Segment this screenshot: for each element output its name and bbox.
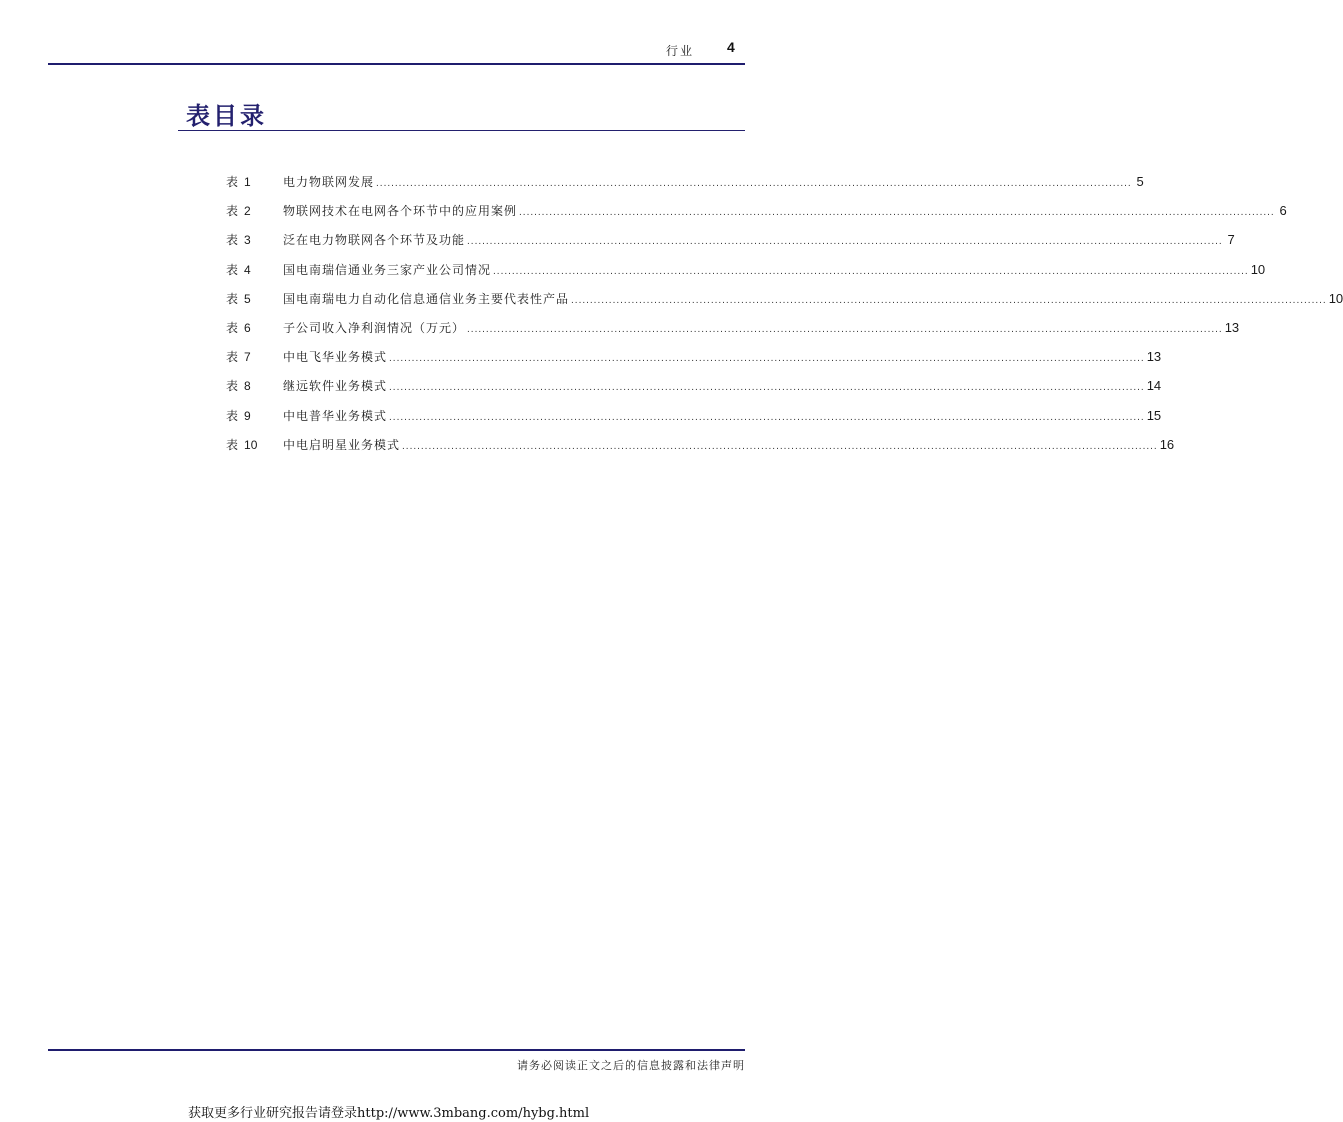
toc-entry-index: 1 xyxy=(244,175,251,189)
toc-entry[interactable] xyxy=(226,377,1162,406)
toc-entry-page: 6 xyxy=(1279,203,1287,219)
toc-leader-dots: ........................................................................................................................................................................................................ xyxy=(389,382,1145,394)
toc-entry[interactable] xyxy=(226,407,1162,436)
table-of-tables xyxy=(226,173,1343,465)
toc-entry-number xyxy=(226,348,283,365)
toc-entry-page: 10 xyxy=(1250,261,1266,277)
toc-entry-number xyxy=(226,290,283,307)
toc-entry-index: 9 xyxy=(244,408,251,423)
toc-leader-dots: ........................................................................................................................................................................................................ xyxy=(402,440,1158,452)
toc-entry[interactable] xyxy=(226,261,1266,290)
toc-entry-index: 2 xyxy=(244,204,251,219)
toc-leader-dots: ........................................................................................................................................................................................................ xyxy=(376,178,1132,189)
toc-entry-index: 7 xyxy=(244,350,251,365)
toc-entry-title: 国电南瑞电力自动化信息通信业务主要代表性产品 xyxy=(283,291,570,306)
toc-entry[interactable] xyxy=(226,348,1162,377)
toc-entry-number xyxy=(226,319,283,336)
toc-entry-number xyxy=(226,202,283,219)
toc-entry-prefix: 表 xyxy=(226,408,239,423)
toc-entry-title: 电力物联网发展 xyxy=(283,175,375,189)
toc-entry-index: 3 xyxy=(244,233,251,248)
toc-entry-number xyxy=(226,173,283,190)
toc-entry-page: 14 xyxy=(1146,378,1162,394)
toc-entry-page: 10 xyxy=(1328,290,1343,306)
title-divider xyxy=(178,130,745,131)
header-divider xyxy=(48,63,745,65)
header-label: 行业 xyxy=(666,44,695,58)
toc-entry-index: 8 xyxy=(244,379,251,394)
toc-entry-title: 中电启明星业务模式 xyxy=(283,437,401,452)
toc-entry-title: 国电南瑞信通业务三家产业公司情况 xyxy=(283,262,492,277)
toc-entry-prefix: 表 xyxy=(226,175,239,189)
toc-entry-index: 4 xyxy=(244,262,251,277)
toc-entry-title: 中电飞华业务模式 xyxy=(283,350,388,365)
report-link[interactable]: 获取更多行业研究报告请登录http://www.3mbang.com/hybg.html xyxy=(188,1106,590,1121)
toc-entry-prefix: 表 xyxy=(226,262,239,277)
toc-entry-index: 6 xyxy=(244,320,251,335)
toc-entry-prefix: 表 xyxy=(226,233,239,248)
toc-leader-dots: ........................................................................................................................................................................................................ xyxy=(467,236,1223,248)
toc-entry-number xyxy=(226,407,283,424)
toc-entry-number xyxy=(226,261,283,278)
toc-entry-title: 子公司收入净利润情况（万元） xyxy=(283,320,466,335)
toc-leader-dots: ........................................................................................................................................................................................................ xyxy=(389,353,1145,365)
toc-entry-prefix: 表 xyxy=(226,204,239,219)
toc-entry-prefix: 表 xyxy=(226,379,239,394)
toc-entry-page: 13 xyxy=(1146,349,1162,365)
toc-entry-page: 5 xyxy=(1136,174,1144,189)
toc-leader-dots: ........................................................................................................................................................................................................ xyxy=(493,265,1249,277)
toc-leader-dots: ........................................................................................................................................................................................................ xyxy=(571,294,1327,306)
toc-entry-title: 泛在电力物联网各个环节及功能 xyxy=(283,233,466,248)
toc-entry-page: 16 xyxy=(1159,436,1175,452)
toc-entry-page: 15 xyxy=(1146,407,1162,423)
toc-entry-title: 物联网技术在电网各个环节中的应用案例 xyxy=(283,204,518,219)
toc-entry[interactable] xyxy=(226,231,1235,260)
footer-disclaimer: 请务必阅读正文之后的信息披露和法律声明 xyxy=(517,1059,745,1072)
toc-entry[interactable] xyxy=(226,202,1287,231)
toc-entry-prefix: 表 xyxy=(226,320,239,335)
section-title: 表目录 xyxy=(186,101,267,130)
toc-entry-number xyxy=(226,377,283,394)
toc-entry-prefix: 表 xyxy=(226,437,239,452)
toc-leader-dots: ........................................................................................................................................................................................................ xyxy=(467,323,1223,335)
toc-entry-index: 5 xyxy=(244,291,251,306)
toc-entry-title: 继远软件业务模式 xyxy=(283,379,388,394)
toc-entry-prefix: 表 xyxy=(226,291,239,306)
toc-entry[interactable] xyxy=(226,290,1343,319)
toc-entry-index: 10 xyxy=(244,437,258,452)
toc-entry[interactable] xyxy=(226,319,1240,348)
footer-divider xyxy=(48,1049,745,1051)
toc-entry[interactable] xyxy=(226,436,1175,465)
toc-entry-title: 中电普华业务模式 xyxy=(283,408,388,423)
toc-entry-page: 7 xyxy=(1227,232,1235,248)
toc-entry-number xyxy=(226,231,283,248)
toc-leader-dots: ........................................................................................................................................................................................................ xyxy=(519,207,1275,219)
header-page-number: 4 xyxy=(727,39,735,55)
toc-entry[interactable] xyxy=(226,173,1144,202)
toc-entry-prefix: 表 xyxy=(226,350,239,365)
toc-entry-page: 13 xyxy=(1224,319,1240,335)
toc-leader-dots: ........................................................................................................................................................................................................ xyxy=(389,411,1145,423)
toc-entry-number xyxy=(226,436,283,453)
